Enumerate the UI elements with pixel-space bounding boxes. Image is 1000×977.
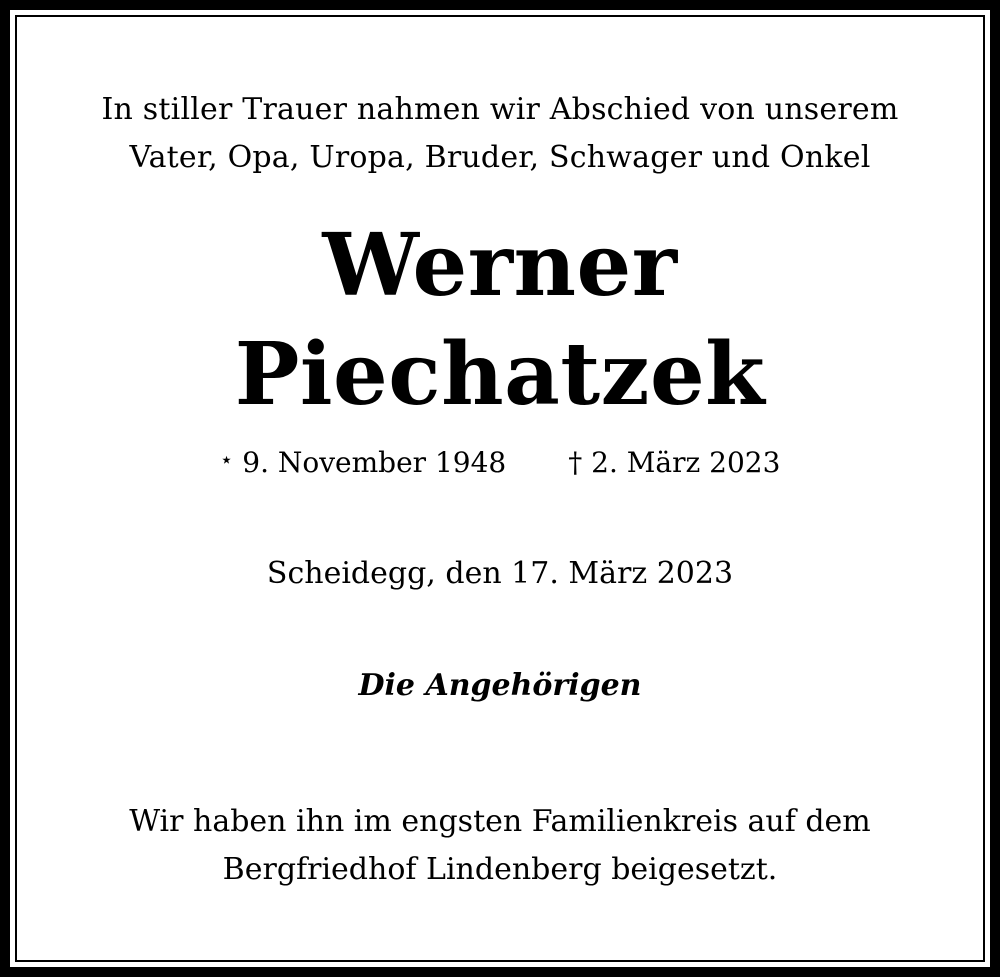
birth-star-icon: ⋆	[219, 448, 234, 473]
signature: Die Angehörigen	[358, 668, 642, 703]
death-date: 2. März 2023	[591, 446, 781, 479]
deceased-last-name: Piechatzek	[234, 324, 766, 425]
burial-note-line-1: Wir haben ihn im engsten Familienkreis auf dem	[129, 804, 871, 839]
intro-line-2: Vater, Opa, Uropa, Bruder, Schwager und Onkel	[129, 140, 871, 175]
place-and-date: Scheidegg, den 17. März 2023	[266, 556, 734, 591]
death-cross-icon: †	[568, 446, 583, 479]
deceased-first-name: Werner	[322, 215, 678, 316]
burial-note-line-2: Bergfriedhof Lindenberg beigesetzt.	[222, 852, 778, 887]
intro-line-1: In stiller Trauer nahmen wir Abschied von unserem	[101, 92, 899, 127]
life-dates	[0, 446, 1000, 479]
birth-date: 9. November 1948	[242, 446, 507, 479]
